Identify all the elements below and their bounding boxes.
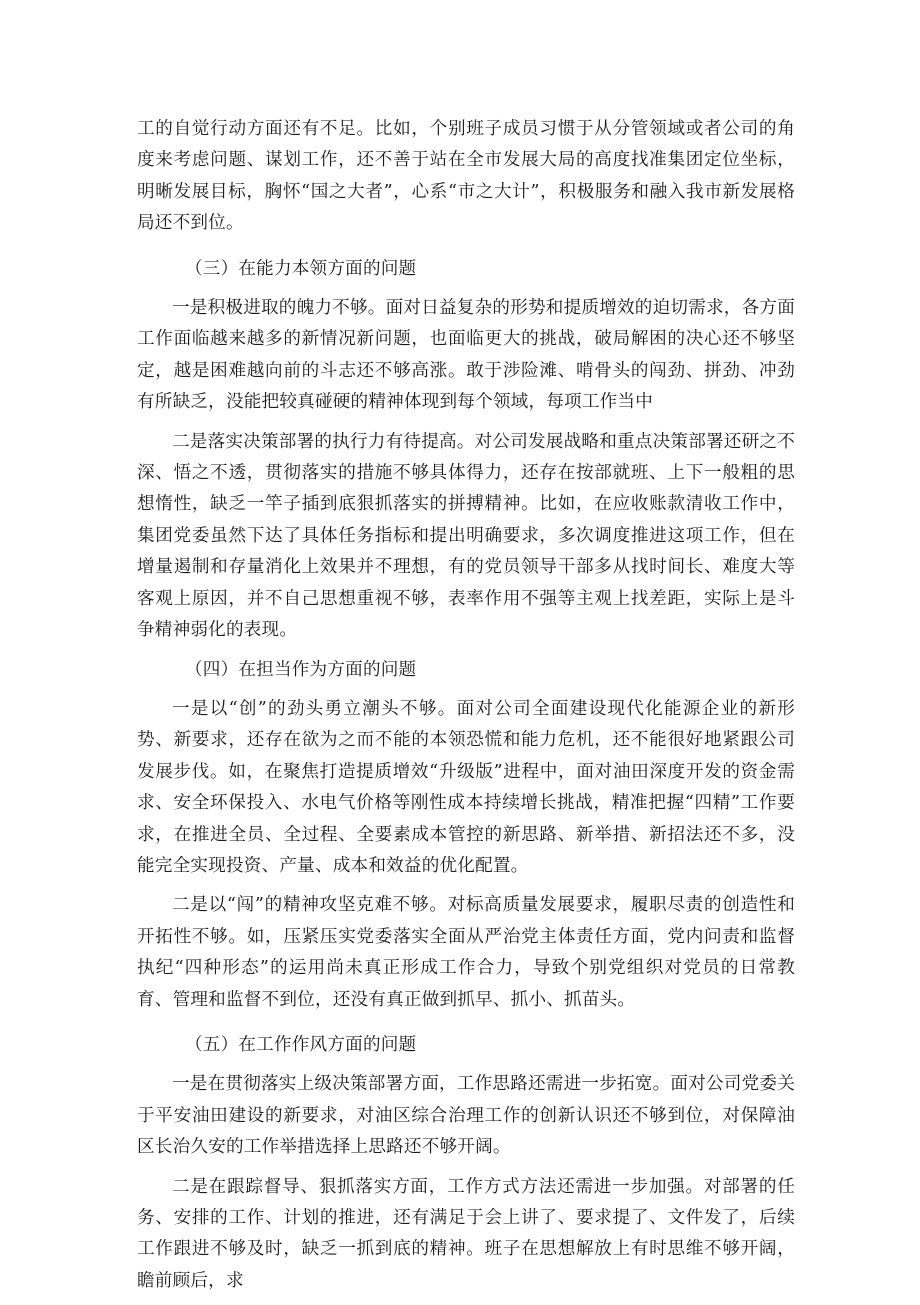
paragraph-responsibility-2: 二是以“闯”的精神攻坚克难不够。对标高质量发展要求，履职尽责的创造性和开拓性不够。如，压紧压实党委落实全面从严治党主体责任方面，党内问责和监督执纪“四种形态”的运用尚未真正形成工作合力，导致个别党组织对党员的日常教育、管理和监督不到位，还没有真正做到抓早、抓小、抓苗头。 [137, 895, 795, 1010]
paragraph-ability-2: 二是落实决策部署的执行力有待提高。对公司发展战略和重点决策部署还研之不深、悟之不透，贯彻落实的措施不够具体得力，还存在按部就班、上下一般粗的思想惰性，缺乏一竿子插到底狠抓落实的拼搏精神。比如，在应收账款清收工作中，集团党委虽然下达了具体任务指标和提出明确要求，多次调度推进这项工作，但在增量遏制和存量消化上效果并不理想，有的党员领导干部多从找时间长、难度大等客观上原因，并不自己思想重视不够，表率作用不强等主观上找差距，实际上是斗争精神弱化的表现。 [137, 431, 795, 641]
paragraph-work-style-2: 二是在跟踪督导、狠抓落实方面，工作方式方法还需进一步加强。对部署的任务、安排的工作、计划的推进，还有满足于会上讲了、要求提了、文件发了，后续工作跟进不够及时，缺乏一抓到底的精神。班子在思想解放上有时思维不够开阔，瞻前顾后，求 [137, 1176, 795, 1291]
document-body [137, 114, 795, 1305]
paragraph-ability-1: 一是积极进取的魄力不够。面对日益复杂的形势和提质增效的迫切需求，各方面工作面临越来越多的新情况新问题，也面临更大的挑战，破局解困的决心还不够坚定，越是困难越向前的斗志还不够高涨。敢于涉险滩、啃骨头的闯劲、拼劲、冲劲有所缺乏，没能把较真碰硬的精神体现到每个领域，每项工作当中 [137, 298, 795, 413]
paragraph-responsibility-1: 一是以“创”的劲头勇立潮头不够。面对公司全面建设现代化能源企业的新形势、新要求，还存在欲为之而不能的本领恐慌和能力危机，还不能很好地紧跟公司发展步伐。如，在聚焦打造提质增效“升级版”进程中，面对油田深度开发的资金需求、安全环保投入、水电气价格等刚性成本持续增长挑战，精准把握“四精”工作要求，在推进全员、全过程、全要素成本管控的新思路、新举措、新招法还不多，没能完全实现投资、产量、成本和效益的优化配置。 [137, 698, 795, 876]
section-heading-responsibility: （四）在担当作为方面的问题 [185, 659, 417, 680]
paragraph-continuation: 工的自觉行动方面还有不足。比如，个别班子成员习惯于从分管领域或者公司的角度来考虑问题、谋划工作，还不善于站在全市发展大局的高度找准集团定位坐标，明晰发展目标，胸怀“国之大者”，心系“市之大计”，积极服务和融入我市新发展格局还不到位。 [137, 119, 795, 234]
section-heading-work-style: （五）在工作作风方面的问题 [185, 1034, 417, 1055]
paragraph-work-style-1: 一是在贯彻落实上级决策部署方面，工作思路还需进一步拓宽。面对公司党委关于平安油田建设的新要求，对油区综合治理工作的创新认识还不够到位，对保障油区长治久安的工作举措选择上思路还不够开阔。 [137, 1074, 795, 1158]
section-heading-ability: （三）在能力本领方面的问题 [185, 258, 417, 279]
